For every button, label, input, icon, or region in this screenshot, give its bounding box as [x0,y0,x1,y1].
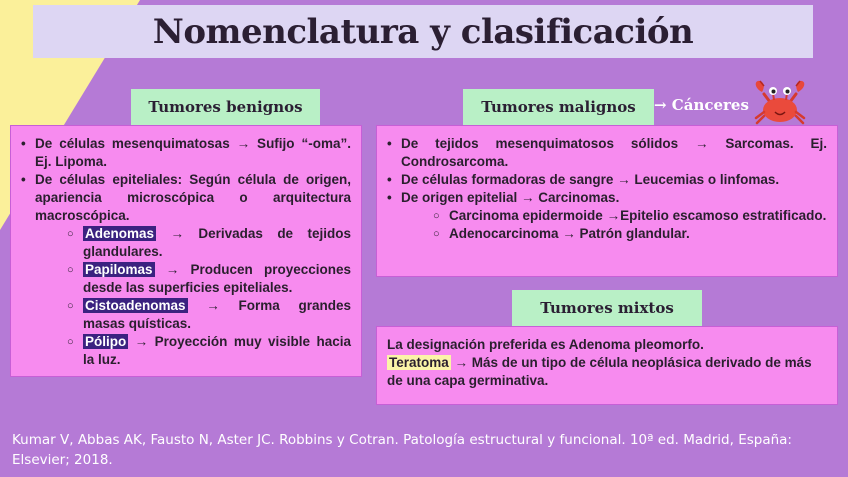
benignos-list [21,135,351,369]
tag-benignos-label: Tumores benignos [148,98,303,116]
term-teratoma: Teratoma [389,355,449,370]
desc-adenomas: → Derivadas de tejidos glandulares. [83,226,351,259]
tag-malignos-label: Tumores malignos [481,98,636,116]
citation: Kumar V, Abbas AK, Fausto N, Aster JC. Robbins y Cotran. Patología estructural y funcional. 10ª ed. Madrid, España: Elsevier; 2018. [12,432,792,468]
mixtos-line-adenoma: La designación preferida es Adenoma pleomorfo. [387,337,704,352]
benignos-item-epiteliales [21,171,351,369]
panel-malignos [376,125,838,277]
carcinoma-epidermoide-desc: →Epitelio escamoso estratificado. [606,208,827,223]
list-item: ○ Adenocarcinoma → Patrón glandular. [433,225,827,243]
mixtos-line-teratoma [387,354,827,390]
term-adenomas: Adenomas [85,226,155,241]
malignos-list [387,135,827,243]
canceres-label: → Cánceres [654,96,749,114]
malignos-sublist [433,207,827,243]
list-item [67,225,351,261]
tag-mixtos [512,290,702,326]
tag-mixtos-label: Tumores mixtos [540,299,674,317]
benignos-item-mesenquimatosas: • De células mesenquimatosas → Sufijo “-oma”. Ej. Lipoma. [21,135,351,171]
desc-papilomas: → Producen proyecciones desde las superficies epiteliales. [83,262,351,295]
benignos-sublist [67,225,351,369]
crab-icon [752,78,808,128]
benignos-item-epiteliales-text: De células epiteliales: Según célula de origen, apariencia microscópica o arquitectura macroscópica. [35,172,351,223]
malignos-item-mesenquimatosos: • De tejidos mesenquimatosos sólidos → Sarcomas. Ej. Condrosarcoma. [387,135,827,171]
desc-cistoadenomas: → Forma grandes masas quísticas. [83,298,351,331]
malignos-item-epitelial [387,189,827,243]
malignos-item-sangre: • De células formadoras de sangre → Leucemias o linfomas. [387,171,827,189]
list-item [433,207,827,225]
desc-teratoma: → Más de un tipo de célula neoplásica derivado de más de una capa germinativa. [387,355,812,388]
page-title: Nomenclatura y clasificación [152,11,694,52]
term-cistoadenomas: Cistoadenomas [85,298,186,313]
carcinoma-epidermoide-term: Carcinoma epidermoide [449,208,603,223]
tag-malignos [463,89,654,125]
title-bar [33,5,813,58]
list-item [67,297,351,333]
term-papilomas: Papilomas [85,262,153,277]
term-polipo: Pólipo [85,334,127,349]
panel-mixtos [376,326,838,405]
tag-benignos [131,89,320,125]
malignos-item-epitelial-text: De origen epitelial → Carcinomas. [401,190,620,205]
list-item [67,261,351,297]
list-item [67,333,351,369]
panel-benignos [10,125,362,377]
desc-polipo: → Proyección muy visible hacia la luz. [83,334,351,367]
